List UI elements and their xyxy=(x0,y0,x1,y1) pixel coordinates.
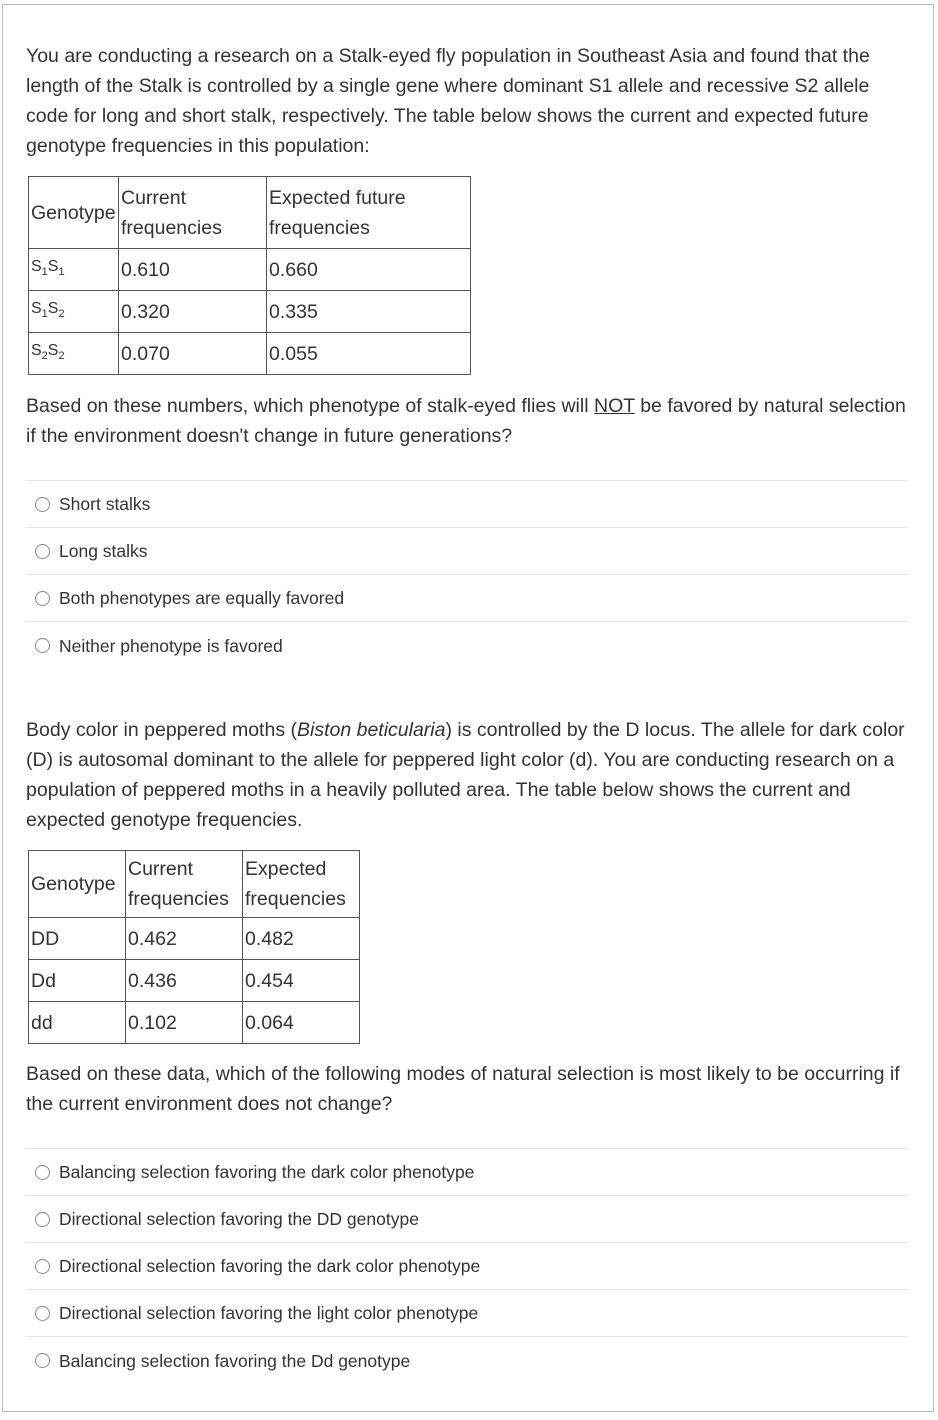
question-1-text: Based on these numbers, which phenotype of stalk-eyed flies will NOT be favored by natural selection if the environment doesn't change in future generations? xyxy=(26,395,906,447)
question-2-text: Based on these data, which of the following modes of natural selection is most likely to be occurring if the current environment does not change? xyxy=(26,1063,900,1115)
table-cell-future: 0.335 xyxy=(267,291,471,333)
radio-button[interactable] xyxy=(35,544,50,559)
choice-directional-dd[interactable]: Directional selection favoring the DD genotype xyxy=(26,1196,908,1243)
table-cell-genotype: $S_1S_1$ xyxy=(29,249,119,291)
table-cell-genotype: $S_1S_2$ xyxy=(29,291,119,333)
table-cell-future: 0.064 xyxy=(243,1002,360,1044)
table-header-genotype: Genotype xyxy=(29,851,126,918)
table-cell-future: 0.482 xyxy=(243,918,360,960)
table-cell-current: 0.320 xyxy=(119,291,267,333)
emphasis-not: NOT xyxy=(593,395,635,417)
choice-directional-light[interactable]: Directional selection favoring the light color phenotype xyxy=(26,1290,908,1337)
table-cell-current: 0.610 xyxy=(119,249,267,291)
species-name: Biston beticularia xyxy=(296,719,446,741)
table-cell-genotype: $S_2S_2$ xyxy=(29,333,119,375)
question-1-prompt: You are conducting a research on a Stalk-eyed fly population in Southeast Asia and found that the length of the Stalk is controlled by a single gene where dominant S1 allele and recessive S2 allele code for long and short stalk, respectively. The table below shows the current and expected future genotype frequencies in this population: xyxy=(26,45,870,157)
choice-directional-dark[interactable]: Directional selection favoring the dark color phenotype xyxy=(26,1243,908,1290)
radio-button[interactable] xyxy=(35,1165,50,1180)
question-1-choices xyxy=(26,480,908,669)
question-1-genotype-table xyxy=(28,176,471,375)
radio-button[interactable] xyxy=(35,1259,50,1274)
table-cell-genotype: DD xyxy=(29,918,126,960)
radio-button[interactable] xyxy=(35,638,50,653)
table-header-future: Expected future frequencies xyxy=(267,177,471,249)
table-header-current: Current frequencies xyxy=(126,851,243,918)
table-cell-current: 0.462 xyxy=(126,918,243,960)
table-cell-future: 0.055 xyxy=(267,333,471,375)
table-cell-current: 0.070 xyxy=(119,333,267,375)
table-cell-future: 0.454 xyxy=(243,960,360,1002)
radio-button[interactable] xyxy=(35,1353,50,1368)
table-cell-future: 0.660 xyxy=(267,249,471,291)
choice-long-stalks[interactable]: Long stalks xyxy=(26,528,908,575)
choice-short-stalks[interactable]: Short stalks xyxy=(26,481,908,528)
question-2-prompt: Body color in peppered moths (Biston beticularia) is controlled by the D locus. The allele for dark color (D) is autosomal dominant to the allele for peppered light color (d). You are conducting research on a population of peppered moths in a heavily polluted area. The table below shows the current and expected genotype frequencies. xyxy=(26,719,905,831)
choice-balancing-dd-het[interactable]: Balancing selection favoring the Dd genotype xyxy=(26,1337,908,1384)
choice-both-equally-favored[interactable]: Both phenotypes are equally favored xyxy=(26,575,908,622)
table-header-genotype: Genotype xyxy=(29,177,119,249)
question-2-genotype-table xyxy=(28,850,360,1044)
question-2-choices xyxy=(26,1148,908,1384)
radio-button[interactable] xyxy=(35,497,50,512)
table-cell-current: 0.436 xyxy=(126,960,243,1002)
radio-button[interactable] xyxy=(35,1212,50,1227)
table-cell-current: 0.102 xyxy=(126,1002,243,1044)
choice-neither-favored[interactable]: Neither phenotype is favored xyxy=(26,622,908,669)
table-cell-genotype: dd xyxy=(29,1002,126,1044)
choice-balancing-dark[interactable]: Balancing selection favoring the dark color phenotype xyxy=(26,1149,908,1196)
table-header-current: Current frequencies xyxy=(119,177,267,249)
table-header-expected: Expected frequencies xyxy=(243,851,360,918)
table-cell-genotype: Dd xyxy=(29,960,126,1002)
radio-button[interactable] xyxy=(35,1306,50,1321)
radio-button[interactable] xyxy=(35,591,50,606)
